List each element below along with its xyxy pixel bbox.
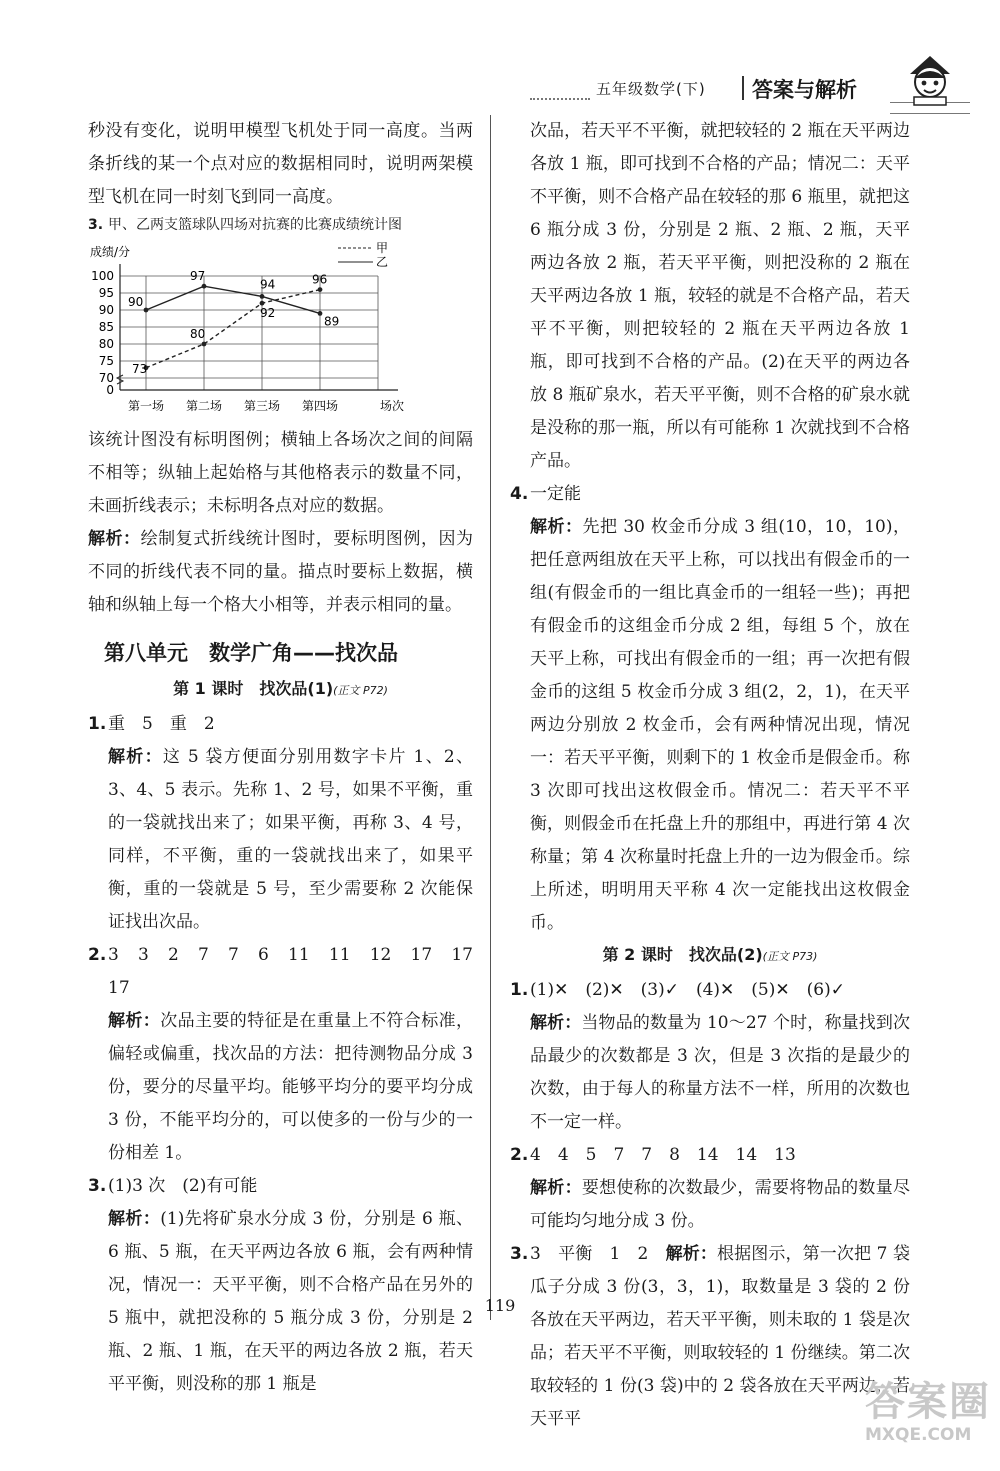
question-3-explanation — [88, 523, 473, 622]
l1-question-3-explanation — [88, 1203, 473, 1401]
question-number: 3. — [88, 217, 104, 233]
question-4 — [510, 478, 910, 511]
l2-question-3 — [510, 1238, 910, 1436]
lesson-page-ref: (正文 P73) — [762, 950, 818, 963]
legend-label: 甲 — [376, 241, 389, 255]
answer-text: 3 平衡 1 2 — [530, 1244, 666, 1264]
question-4-explanation — [510, 511, 910, 940]
continued-text: 次品，若天平不平衡，就把较轻的 2 瓶在天平两边各放 1 瓶，即可找到不合格的产品；情况二：天平不平衡，则不合格产品在较轻的那 6 瓶里，就把这 6 瓶分成 3 份，分别是 2 瓶、2 瓶、2 瓶，天平两边各放 2 瓶，若天平平衡，则把没称的 2 瓶在天平两边各放 1 瓶，较轻的就是不合格产品，若天平不平衡，则把较轻的 2 瓶在天平两边各放 1 瓶，即可找到不合格的产品。(2)在天平的两边各放 8 瓶矿泉水，若天平平衡，则不合格的矿泉水就是没称的那一瓶，所以有可能称 1 次就找到不合格产品。 — [530, 121, 910, 471]
question-3-title — [88, 214, 473, 236]
explanation-text: 次品主要的特征是在重量上不符合标准，偏轻或偏重，找次品的方法：把待测物品分成 3 份，要分的尽量平均。能够平均分的要平均分成 3 份，不能平均分的，可以使多的一份与少的一份相差 1。 — [108, 1011, 474, 1163]
explanation-text: (1)先将矿泉水分成 3 份，分别是 6 瓶、6 瓶、5 瓶，在天平两边各放 6 瓶，会有两种情况，情况一：天平平衡，则不合格产品在另外的 5 瓶中，就把没称的 5 瓶分成 3 份，分别是 2 瓶、2 瓶、1 瓶，在天平的两边各放 2 瓶，若天平平衡，则没称的那 1 瓶是 — [108, 1209, 474, 1394]
lesson-title-text: 第 2 课时 找次品(2) — [602, 945, 763, 964]
l1-question-1-explanation — [88, 741, 473, 939]
mascot-icon — [902, 52, 958, 108]
watermark-logo-text: 答案圈 — [865, 1379, 991, 1425]
question-number: 1. — [510, 980, 529, 1000]
x-tick-label: 第三场 — [243, 399, 281, 413]
data-point — [202, 342, 207, 347]
l1-question-1 — [88, 708, 473, 741]
grade-label: 五年级数学(下) — [596, 80, 706, 98]
data-point — [144, 308, 149, 313]
question-number: 3. — [88, 1176, 107, 1196]
data-label: 94 — [260, 277, 276, 292]
y-tick-label: 100 — [91, 269, 114, 283]
y-tick-label: 95 — [98, 286, 114, 300]
explanation-label: 解析： — [108, 1011, 161, 1031]
explanation-text: 要想使称的次数最少，需要将物品的数量尽可能均匀地分成 3 份。 — [530, 1178, 911, 1231]
l2-question-1-explanation — [510, 1007, 910, 1139]
l2-question-1 — [510, 974, 910, 1007]
l1-question-2-explanation — [88, 1005, 473, 1170]
l2-question-2-explanation — [510, 1172, 910, 1238]
data-label: 80 — [190, 327, 206, 341]
y-tick-label: 75 — [98, 354, 114, 368]
answer-text: 一定能 — [530, 484, 581, 504]
question-number: 1. — [88, 714, 107, 734]
data-label: 73 — [132, 361, 148, 376]
question-number: 4. — [510, 484, 529, 504]
l2-question-2 — [510, 1139, 910, 1172]
continued-text: 秒没有变化，说明甲模型飞机处于同一高度。当两条折线的某一个点对应的数据相同时，说明两架模型飞机在同一时刻飞到同一高度。 — [88, 121, 473, 207]
page-header — [530, 72, 970, 112]
question-number: 2. — [88, 945, 107, 965]
l1-question-3 — [88, 1170, 473, 1203]
watermark-site: MXQE.COM — [865, 1425, 972, 1445]
axis-break-icon — [117, 375, 123, 384]
explanation-text: 当物品的数量为 10～27 个时，称量找到次品最少的次数都是 3 次，但是 3 次指的是最少的次数，由于每人的称量方法不一样，所用的次数也不一定一样。 — [530, 1013, 910, 1132]
right-column — [510, 115, 910, 1436]
explanation-label: 解析： — [530, 1013, 582, 1033]
data-point — [202, 284, 207, 289]
data-point — [260, 294, 265, 299]
x-tick-label: 第一场 — [127, 399, 165, 413]
header-dots-decoration — [530, 98, 590, 106]
answer-text: (1)3 次 (2)有可能 — [108, 1176, 258, 1196]
column-divider — [490, 115, 491, 1320]
data-label: 89 — [324, 314, 340, 329]
explanation-text: 根据图示，第一次把 7 袋瓜子分成 3 份(3，3，1)，取数量是 3 袋的 2 份各放在天平两边，若天平平衡，则未取的 1 袋是次品；若天平不平衡，则取较轻的 1 份继续。第二次取较轻的 1 份(3 袋)中的 2 袋各放在天平两边，若天平平 — [530, 1244, 911, 1429]
answer-text: 3 3 2 7 7 6 11 11 12 17 17 17 — [108, 945, 490, 998]
explanation-label: 解析： — [665, 1244, 717, 1264]
answer-text: (1)✕ (2)✕ (3)✓ (4)✕ (5)✕ (6)✓ — [530, 980, 845, 1000]
explanation-label: 解析： — [108, 747, 163, 767]
answer-text: 重 5 重 2 — [108, 714, 215, 734]
explanation-text: 这 5 袋方便面分别用数字卡片 1、2、3、4、5 表示。先称 1、2 号，如果不平衡，重的一袋就找出来了；如果平衡，再称 3、4 号，同样，不平衡，重的一袋就找出来了，如果平衡，重的一袋就是 5 号，至少需要称 2 次能保证找出次品。 — [108, 747, 473, 932]
legend-label: 乙 — [376, 255, 389, 269]
y-tick-label: 70 — [98, 371, 114, 385]
x-tick-label: 第四场 — [301, 399, 339, 413]
data-point — [318, 287, 323, 292]
explanation-text: 先把 30 枚金币分成 3 组(10，10，10)，把任意两组放在天平上称，可以找出有假金币的一组(有假金币的一组比真金币的一组轻一些)；再把有假金币的这组金币分成 2 组，每组 5 个，放在天平上称，可找出有假金币的一组；再一次把有假金币的这组 5 枚金币分成 3 组(2，2，1)，在天平两边分别放 2 枚金币，会有两种情况出现，情况一：若天平平衡，则剩下的 1 枚金币是假金币。称 3 次即可找出这枚假金币。情况二：若天平不平衡，则假金币在托盘上升的那组中，再进行第 4 次称量；第 4 次称量时托盘上升的一边为假金币。综上所述，明明用天平称 4 次一定能找出这枚假金币。 — [530, 517, 910, 933]
question-number: 3. — [510, 1244, 529, 1264]
y-tick-label: 0 — [106, 383, 114, 397]
data-label: 96 — [312, 272, 328, 287]
x-tick-label: 第二场 — [185, 399, 223, 413]
explanation-label: 解析： — [88, 529, 141, 549]
explanation-text: 绘制复式折线统计图时，要标明图例，因为不同的折线代表不同的量。描点时要标上数据，横轴和纵轴上每一个格大小相等，并表示相同的量。 — [88, 529, 474, 615]
lesson-page-ref: (正文 P72) — [333, 684, 388, 697]
explanation-label: 解析： — [530, 1178, 582, 1198]
data-label: 97 — [190, 269, 206, 284]
y-tick-label: 90 — [98, 303, 114, 317]
lesson-1-title — [88, 674, 473, 706]
l1-question-2 — [88, 939, 490, 1005]
explanation-label: 解析： — [530, 517, 583, 537]
x-axis-label: 场次 — [379, 399, 404, 413]
y-tick-label: 80 — [98, 337, 114, 351]
y-axis-label: 成绩/分 — [90, 245, 131, 259]
left-column — [88, 115, 490, 1401]
watermark-logo — [865, 1380, 995, 1460]
page-number: 119 — [484, 1296, 516, 1315]
question-3-answer: 该统计图没有标明图例；横轴上各场次之间的间隔不相等；纵轴上起始格与其他格表示的数量不同，未画折线表示；未标明各点对应的数据。 — [88, 430, 473, 516]
answer-text: 4 4 5 7 7 8 14 14 13 — [530, 1145, 796, 1165]
unit-title: 第八单元 数学广角——找次品 — [104, 641, 398, 665]
lesson-2-title — [510, 940, 910, 972]
section-title: 答案与解析 — [752, 78, 857, 102]
line-chart — [88, 238, 433, 418]
explanation-label: 解析： — [108, 1209, 161, 1229]
header-separator — [742, 76, 744, 100]
data-point — [260, 301, 265, 306]
series-line — [146, 290, 320, 368]
chart-caption: 甲、乙两支篮球队四场对抗赛的比赛成绩统计图 — [108, 217, 402, 233]
data-label: 92 — [260, 306, 276, 321]
series-line — [146, 286, 320, 313]
y-tick-label: 85 — [98, 320, 114, 334]
data-point — [318, 311, 323, 316]
question-number: 2. — [510, 1145, 529, 1165]
data-label: 90 — [128, 295, 144, 309]
lesson-title-text: 第 1 课时 找次品(1) — [173, 679, 334, 698]
